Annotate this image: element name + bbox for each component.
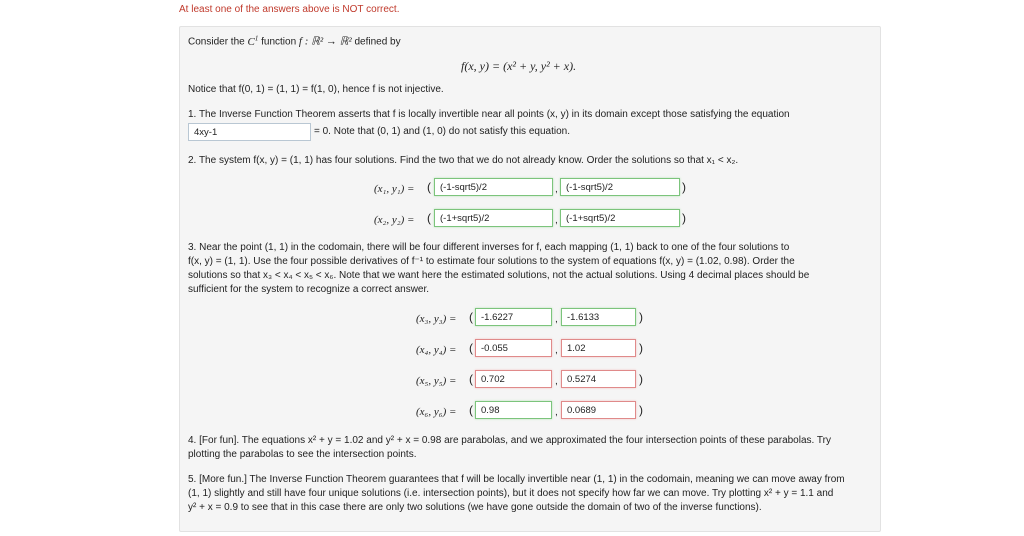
q3-y5-input[interactable]: 0.5274 [561, 370, 636, 388]
intro-line [188, 34, 401, 48]
close-paren: ) [639, 403, 643, 417]
q1-text-continued: = 0. Note that (0, 1) and (1, 0) do not satisfy this equation. [314, 126, 570, 137]
open-paren: ( [427, 180, 431, 194]
open-paren: ( [469, 310, 473, 324]
function-text: function [258, 36, 299, 48]
q3-y6-input[interactable]: 0.0689 [561, 401, 636, 419]
q3-text-line3: solutions so that x₃ < x₄ < x₅ < x₆. Note that we want here the estimated solutions, not the actual solutions. Using 4 decimal places should be [188, 270, 810, 281]
q4-text-line2: plotting the parabolas to see the intersection points. [188, 449, 417, 460]
q2-row2-label: (x₂, y₂) = [374, 214, 415, 226]
function-signature: f : ℝ² → ℝ² [298, 35, 352, 48]
q3-y4-input[interactable]: 1.02 [561, 339, 636, 357]
q3-x6-input[interactable]: 0.98 [475, 401, 552, 419]
q3-row6-label: (x₆, y₆) = [416, 406, 457, 418]
q2-y1-input[interactable]: (-1-sqrt5)/2 [560, 178, 680, 196]
open-paren: ( [469, 403, 473, 417]
c1-symbol: $C^1$ [247, 34, 259, 48]
close-paren: ) [682, 180, 686, 194]
consider-prefix: Consider the [188, 36, 248, 48]
comma: , [555, 345, 558, 356]
close-paren: ) [639, 341, 643, 355]
close-paren: ) [639, 372, 643, 386]
q3-text-line4: sufficient for the system to recognize a correct answer. [188, 284, 430, 295]
q3-text-line1: 3. Near the point (1, 1) in the codomain, there will be four different inverses for f, each mapping (1, 1) back to one of the four solutions to [188, 242, 790, 253]
q3-row3-label: (x₃, y₃) = [416, 313, 457, 325]
open-paren: ( [469, 341, 473, 355]
q2-row1-label: (x₁, y₁) = [374, 183, 415, 195]
q3-row4-label: (x₄, y₄) = [416, 344, 457, 356]
q2-text: 2. The system f(x, y) = (1, 1) has four solutions. Find the two that we do not already know. Order the solutions so that x₁ < x₂. [188, 155, 739, 166]
q5-text-line3: y² + x = 0.9 to see that in this case there are only two solutions (we have gone outside the domain of two of the inverse functions). [188, 502, 762, 513]
incorrect-answer-alert: At least one of the answers above is NOT correct. [179, 4, 400, 15]
open-paren: ( [427, 211, 431, 225]
q2-x1-input[interactable]: (-1-sqrt5)/2 [434, 178, 553, 196]
q1-answer-input[interactable]: 4xy-1 [188, 123, 311, 141]
q3-y3-input[interactable]: -1.6133 [561, 308, 636, 326]
q5-text-line2: (1, 1) slightly and still have four unique solutions (i.e. intersection points), but it does not specify how far we can move. Try plotting x² + y = 1.1 and [188, 488, 834, 499]
comma: , [555, 215, 558, 226]
q3-text-line2: f(x, y) = (1, 1). Use the four possible derivatives of f⁻¹ to estimate four solutions to the system of equations f(x, y) = (1.02, 0.98). Order the [188, 256, 795, 267]
notice-text: Notice that f(0, 1) = (1, 1) = f(1, 0), hence f is not injective. [188, 84, 444, 95]
comma: , [555, 314, 558, 325]
comma: , [555, 407, 558, 418]
q1-text: 1. The Inverse Function Theorem asserts that f is locally invertible near all points (x, y) in its domain except those satisfying the equation [188, 109, 790, 120]
q3-x5-input[interactable]: 0.702 [475, 370, 552, 388]
open-paren: ( [469, 372, 473, 386]
q2-x2-input[interactable]: (-1+sqrt5)/2 [434, 209, 553, 227]
q3-x4-input[interactable]: -0.055 [475, 339, 552, 357]
close-paren: ) [682, 211, 686, 225]
q5-text-line1: 5. [More fun.] The Inverse Function Theorem guarantees that f will be locally invertible near (1, 1) in the codomain, meaning we can move away from [188, 474, 845, 485]
comma: , [555, 184, 558, 195]
q2-y2-input[interactable]: (-1+sqrt5)/2 [560, 209, 680, 227]
comma: , [555, 376, 558, 387]
close-paren: ) [639, 310, 643, 324]
q4-text-line1: 4. [For fun]. The equations x² + y = 1.02 and y² + x = 0.98 are parabolas, and we approximated the four intersection points of these parabolas. Try [188, 435, 831, 446]
problem-panel [179, 26, 881, 532]
q3-x3-input[interactable]: -1.6227 [475, 308, 552, 326]
function-formula: f(x, y) = (x² + y, y² + x). [461, 59, 577, 73]
q3-row5-label: (x₅, y₅) = [416, 375, 457, 387]
defined-by-text: defined by [351, 36, 401, 48]
